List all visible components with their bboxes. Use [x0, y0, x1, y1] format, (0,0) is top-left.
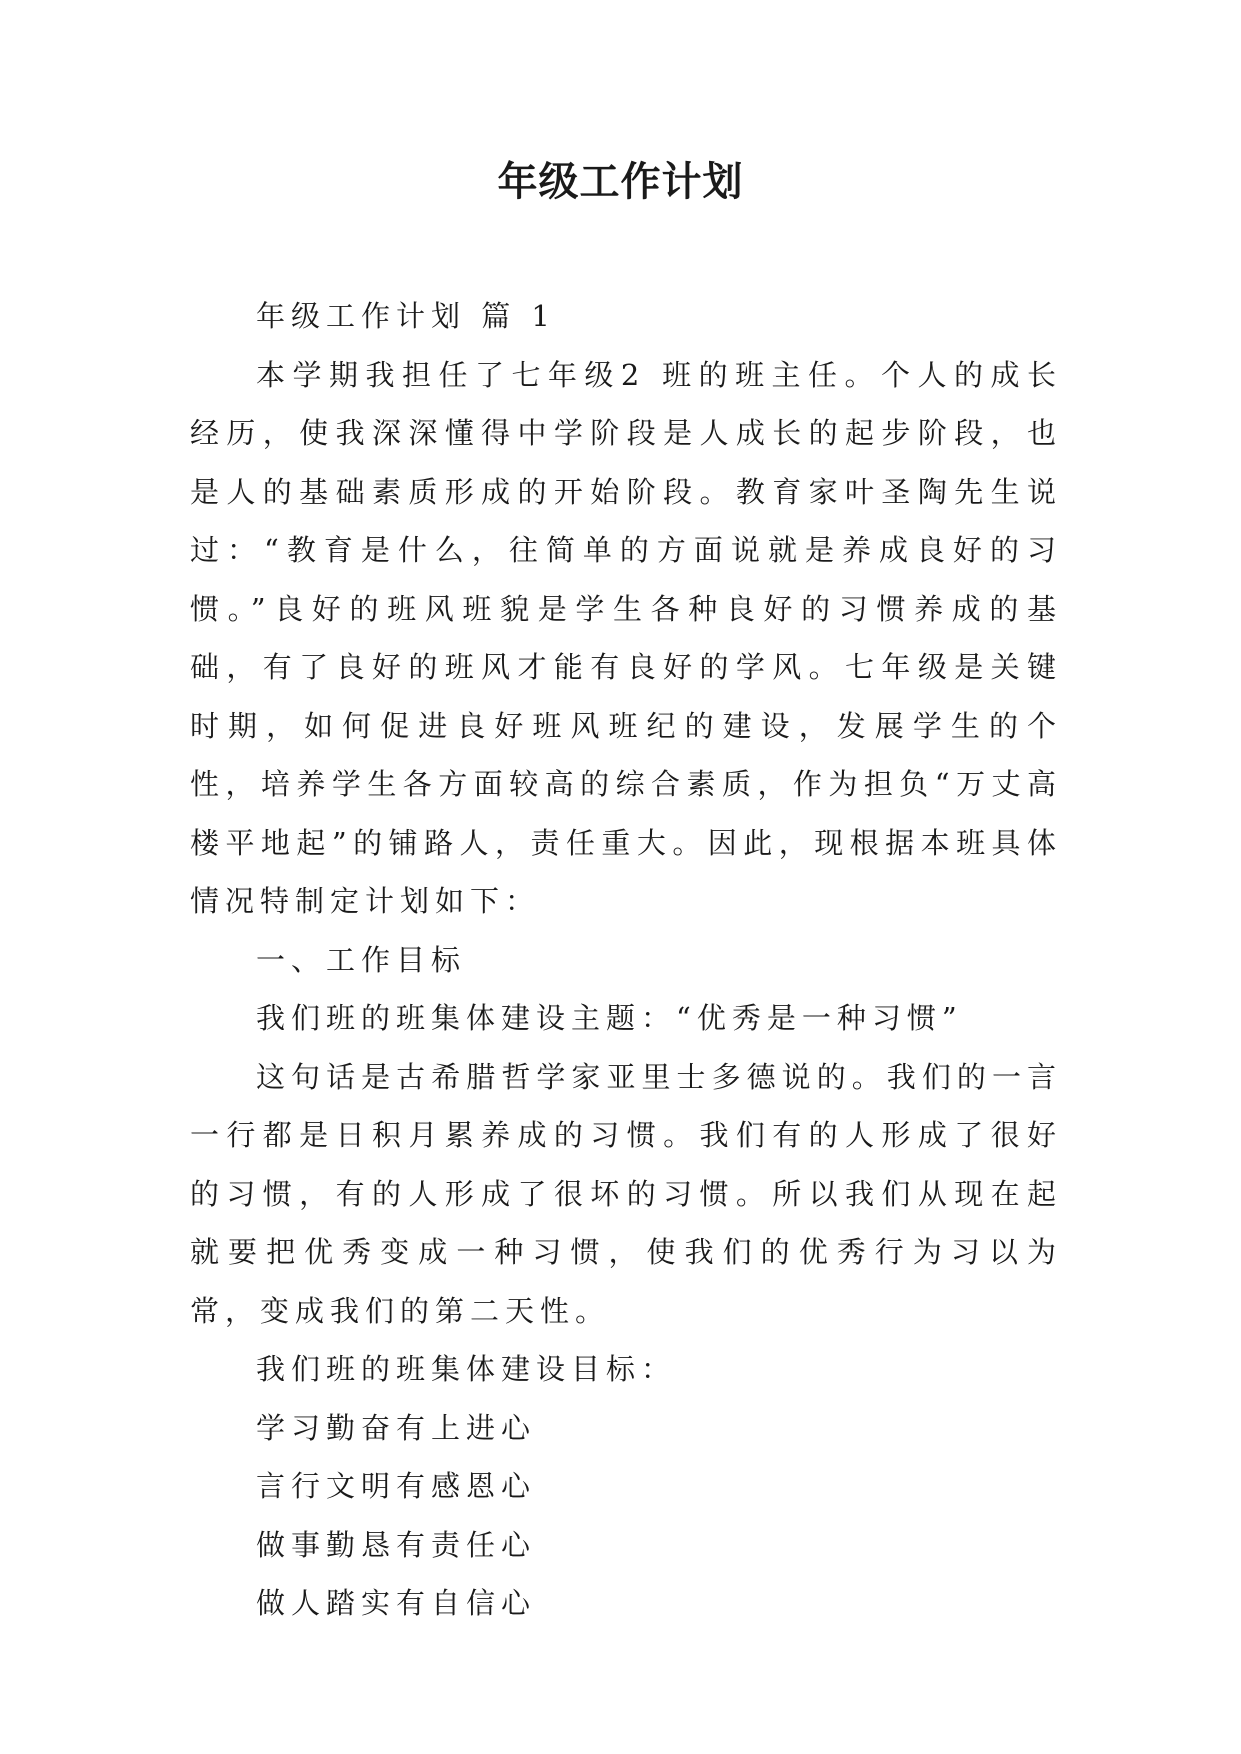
goal-item: 言行文明有感恩心 [256, 1469, 537, 1503]
goals-intro-paragraph: 我们班的班集体建设目标： [256, 1352, 677, 1386]
theme-explanation-paragraph: 这句话是古希腊哲学家亚里士多德说的。我们的一言一行都是日积月累养成的习惯。我们有的人形成了很好的习惯，有的人形成了很坏的习惯。所以我们从现在起就要把优秀变成一种习惯，使我们的优秀行为习以为常，变成我们的第二天性。 [190, 1059, 1062, 1328]
goal-item: 学习勤奋有上进心 [256, 1410, 537, 1445]
section-heading-goals: 一、工作目标 [256, 942, 467, 977]
goal-item: 做事勤恳有责任心 [256, 1527, 537, 1562]
theme-paragraph: 我们班的班集体建设主题：“优秀是一种习惯” [256, 1001, 963, 1035]
document-body [190, 287, 1062, 1633]
section-heading: 年级工作计划 篇 1 [256, 299, 556, 333]
document-title: 年级工作计划 [497, 158, 744, 205]
intro-paragraph: 本学期我担任了七年级2 班的班主任。个人的成长经历，使我深深懂得中学阶段是人成长的起步阶段，也是人的基础素质形成的开始阶段。教育家叶圣陶先生说过：“教育是什么，往简单的方面说就是养成良好的习惯。”良好的班风班貌是学生各种良好的习惯养成的基础，有了良好的班风才能有良好的学风。七年级是关键时期，如何促进良好班风班纪的建设，发展学生的个性，培养学生各方面较高的综合素质，作为担负“万丈高楼平地起”的铺路人，责任重大。因此，现根据本班具体情况特制定计划如下： [190, 357, 1062, 918]
goal-item: 做人踏实有自信心 [256, 1586, 537, 1620]
